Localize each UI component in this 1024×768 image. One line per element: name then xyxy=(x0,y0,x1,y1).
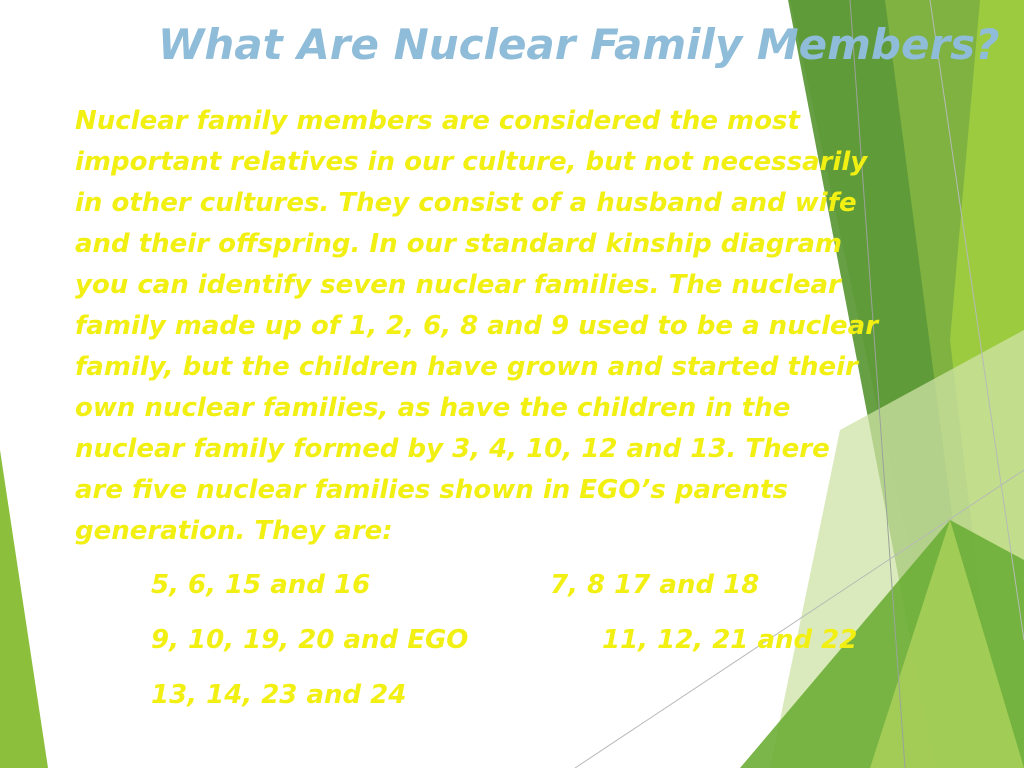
family-item-4: 11, 12, 21 and 22 xyxy=(602,625,858,655)
family-item-3: 9, 10, 19, 20 and EGO xyxy=(151,625,469,655)
paragraph-line: own nuclear families, as have the children in the xyxy=(75,393,791,423)
paragraph-line: family made up of 1, 2, 6, 8 and 9 used to be a nuclear xyxy=(75,311,879,341)
family-item-1: 5, 6, 15 and 16 xyxy=(151,570,371,600)
left-green-sliver xyxy=(0,450,48,768)
paragraph-line: generation. They are: xyxy=(75,516,393,546)
paragraph-line: nuclear family formed by 3, 4, 10, 12 and 13. There xyxy=(75,434,830,464)
body-paragraph xyxy=(75,101,990,552)
paragraph-line: important relatives in our culture, but not necessarily xyxy=(75,147,868,177)
family-item-2: 7, 8 17 and 18 xyxy=(550,570,760,600)
slide-title: What Are Nuclear Family Members? xyxy=(158,20,1000,69)
family-item-5: 13, 14, 23 and 24 xyxy=(151,680,407,710)
paragraph-line: and their offspring. In our standard kinship diagram xyxy=(75,229,842,259)
paragraph-line: you can identify seven nuclear families. The nuclear xyxy=(75,270,841,300)
paragraph-line: are five nuclear families shown in EGO’s parents xyxy=(75,475,788,505)
paragraph-line: in other cultures. They consist of a husband and wife xyxy=(75,188,857,218)
paragraph-line: family, but the children have grown and started their xyxy=(75,352,858,382)
paragraph-line: Nuclear family members are considered the most xyxy=(75,106,800,136)
